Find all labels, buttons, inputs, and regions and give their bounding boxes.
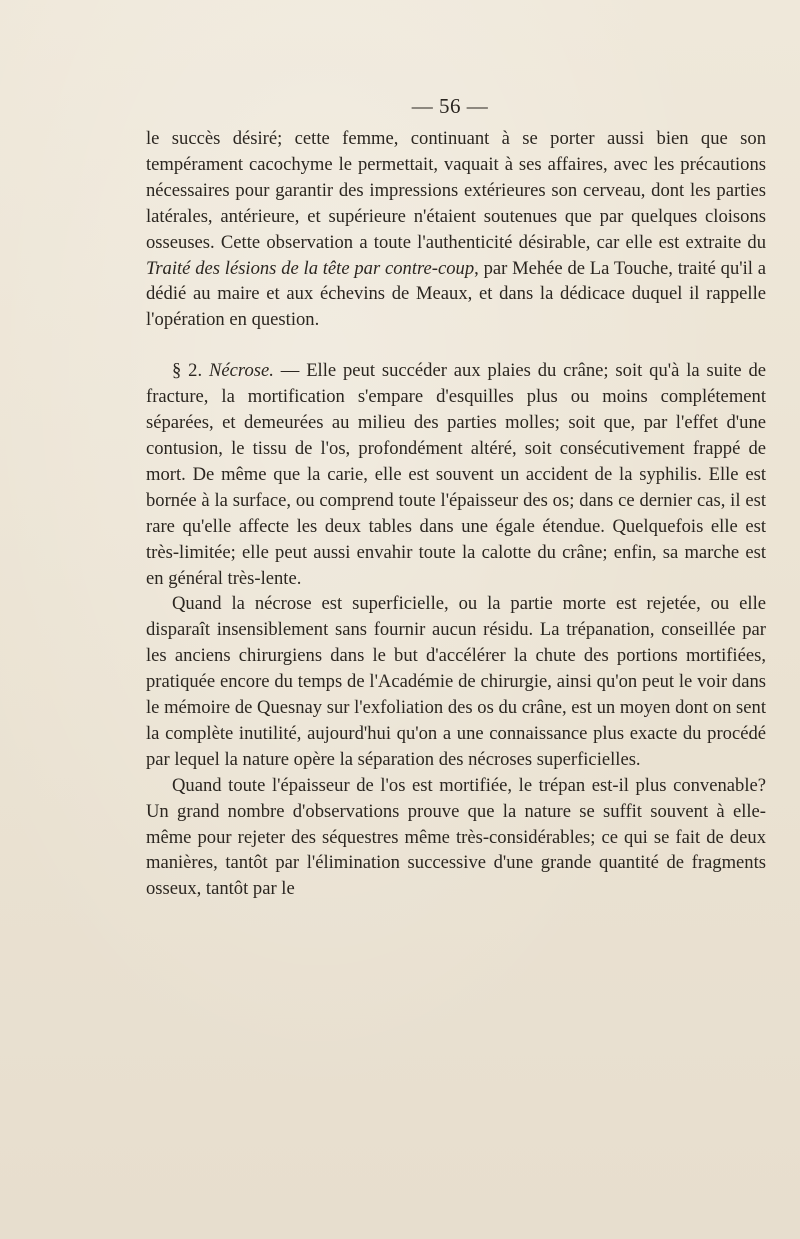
paragraph-3: Quand la nécrose est superficielle, ou la partie morte est rejetée, ou elle disparaît insensiblement sans fournir aucun résidu. La trépanation, conseillée par les anciens chirurgiens dans le but d'accélérer la chute des portions mortifiées, pratiquée encore du temps de l'Académie de chirurgie, ainsi qu'on peut le voir dans le mémoire de Quesnay sur l'exfoliation des os du crâne, est un moyen dont on sent la complète inutilité, aujourd'hui qu'on a une connaissance plus exacte du procédé par lequel la nature opère la séparation des nécroses superficielles. — [146, 593, 766, 770]
paragraph-1 — [146, 126, 766, 333]
paragraph-1-text-before: le succès désiré; cette femme, continuant à se porter aussi bien que son tempérament cacochyme le permettait, vaquait à ses affaires, avec les précautions nécessaires pour garantir des impressions extérieures son cerveau, dont les parties latérales, antérieure, et supérieure n'étaient soutenues que par quelques cloisons osseuses. Cette observation a toute l'authenticité désirable, car elle est extraite du — [146, 128, 766, 253]
book-title-citation: Traité des lésions de la tête par contre-coup — [146, 257, 475, 279]
paragraph-1-text-after: , par Mehée de La Touche, traité qu'il a dédié au maire et aux échevins de Meaux, et dans la dédicace duquel il rappelle l'opération en question. — [146, 257, 766, 331]
section-number: § 2. — [172, 360, 203, 382]
paragraph-4: Quand toute l'épaisseur de l'os est mortifiée, le trépan est-il plus convenable? Un grand nombre d'observations prouve que la nature se suffit souvent à elle-même pour rejeter des séquestres même très-considérables; ce qui se fait de deux manières, tantôt par l'élimination successive d'une grande quantité de fragments osseux, tantôt par le — [146, 774, 766, 900]
section-title: Nécrose. — [208, 360, 274, 382]
paragraph-section-2 — [146, 358, 766, 591]
body-text — [146, 126, 766, 902]
page-number: — 56 — — [411, 94, 489, 118]
section-body: — Elle peut succéder aux plaies du crâne; soit qu'à la suite de fracture, la mortification s'empare d'esquilles plus ou moins complétement séparées, et demeurées au milieu des parties molles; soit que, par l'effet d'une contusion, le tissu de l'os, profondément altéré, soit consécutivement frappé de mort. De même que la carie, elle est souvent un accident de la syphilis. Elle est bornée à la surface, ou comprend toute l'épaisseur des os; dans ce dernier cas, il est rare qu'elle affecte les deux tables dans une égale étendue. Quelquefois elle est très-limitée; elle peut aussi envahir toute la calotte du crâne; enfin, sa marche est en général très-lente. — [146, 360, 767, 589]
